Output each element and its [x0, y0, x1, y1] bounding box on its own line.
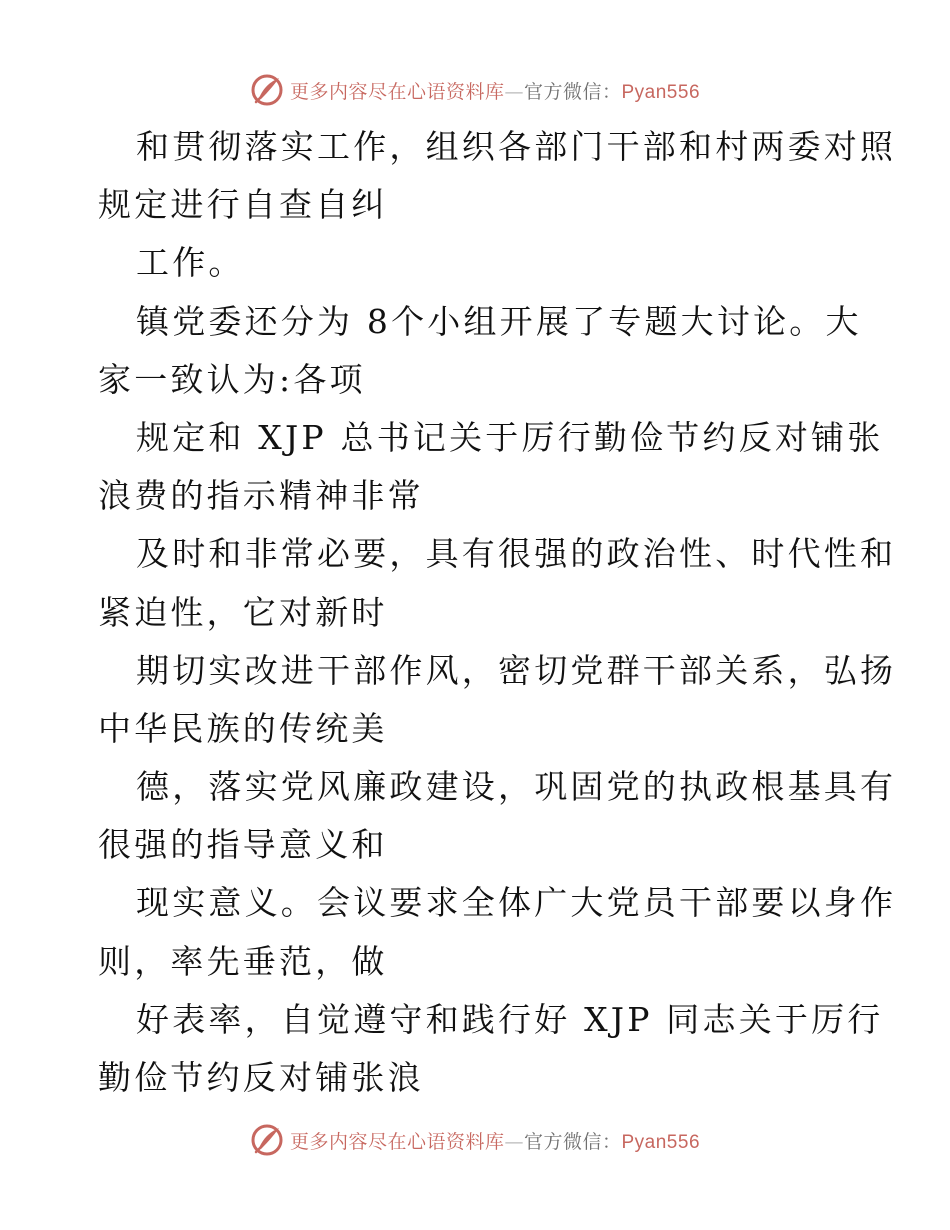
- body-line: 期切实改进干部作风，密切党群干部关系，弘扬: [136, 650, 897, 690]
- watermark-wechat-label: 官方微信：: [523, 80, 622, 103]
- body-line: 很强的指导意义和: [98, 825, 388, 865]
- watermark-dash: —: [504, 1130, 524, 1153]
- body-line: 及时和非常必要，具有很强的政治性、时代性和: [136, 534, 897, 574]
- document-body: [98, 118, 897, 1107]
- body-line: 家一致认为:各项: [98, 359, 366, 399]
- footer-watermark: [0, 1120, 950, 1160]
- body-line: 和贯彻落实工作，组织各部门干部和村两委对照: [136, 127, 897, 166]
- body-line: 镇党委还分为 8个小组开展了专题大讨论。大: [136, 301, 862, 341]
- watermark-group: [250, 1123, 700, 1157]
- body-line: 则，率先垂范，做: [98, 941, 388, 981]
- watermark-group: [250, 73, 700, 107]
- watermark-text: [290, 1127, 700, 1154]
- watermark-wechat-id: Pyan556: [621, 81, 701, 103]
- header-watermark: [0, 70, 950, 110]
- body-line: 规定和 XJP 总书记关于厉行勤俭节约反对铺张: [136, 417, 884, 457]
- watermark-wechat-label: 官方微信：: [523, 1130, 622, 1153]
- body-line: 中华民族的传统美: [98, 708, 388, 748]
- quill-seal-icon: [250, 1123, 284, 1157]
- watermark-text: [290, 77, 700, 104]
- body-line: 规定进行自查自纠: [98, 185, 388, 225]
- watermark-brand: 更多内容尽在心语资料库: [289, 1130, 505, 1153]
- body-line: 德，落实党风廉政建设，巩固党的执政根基具有: [136, 767, 897, 807]
- quill-seal-icon: [250, 73, 284, 107]
- body-line: 勤俭节约反对铺张浪: [98, 1058, 424, 1097]
- body-line: 紧迫性，它对新时: [98, 592, 388, 632]
- watermark-wechat-id: Pyan556: [621, 1131, 701, 1153]
- body-line: 浪费的指示精神非常: [98, 476, 424, 516]
- body-line: 工作。: [136, 243, 245, 283]
- watermark-brand: 更多内容尽在心语资料库: [289, 80, 505, 103]
- body-line: 好表率，自觉遵守和践行好 XJP 同志关于厉行: [136, 999, 884, 1039]
- watermark-dash: —: [504, 80, 524, 103]
- body-line: 现实意义。会议要求全体广大党员干部要以身作: [136, 883, 897, 923]
